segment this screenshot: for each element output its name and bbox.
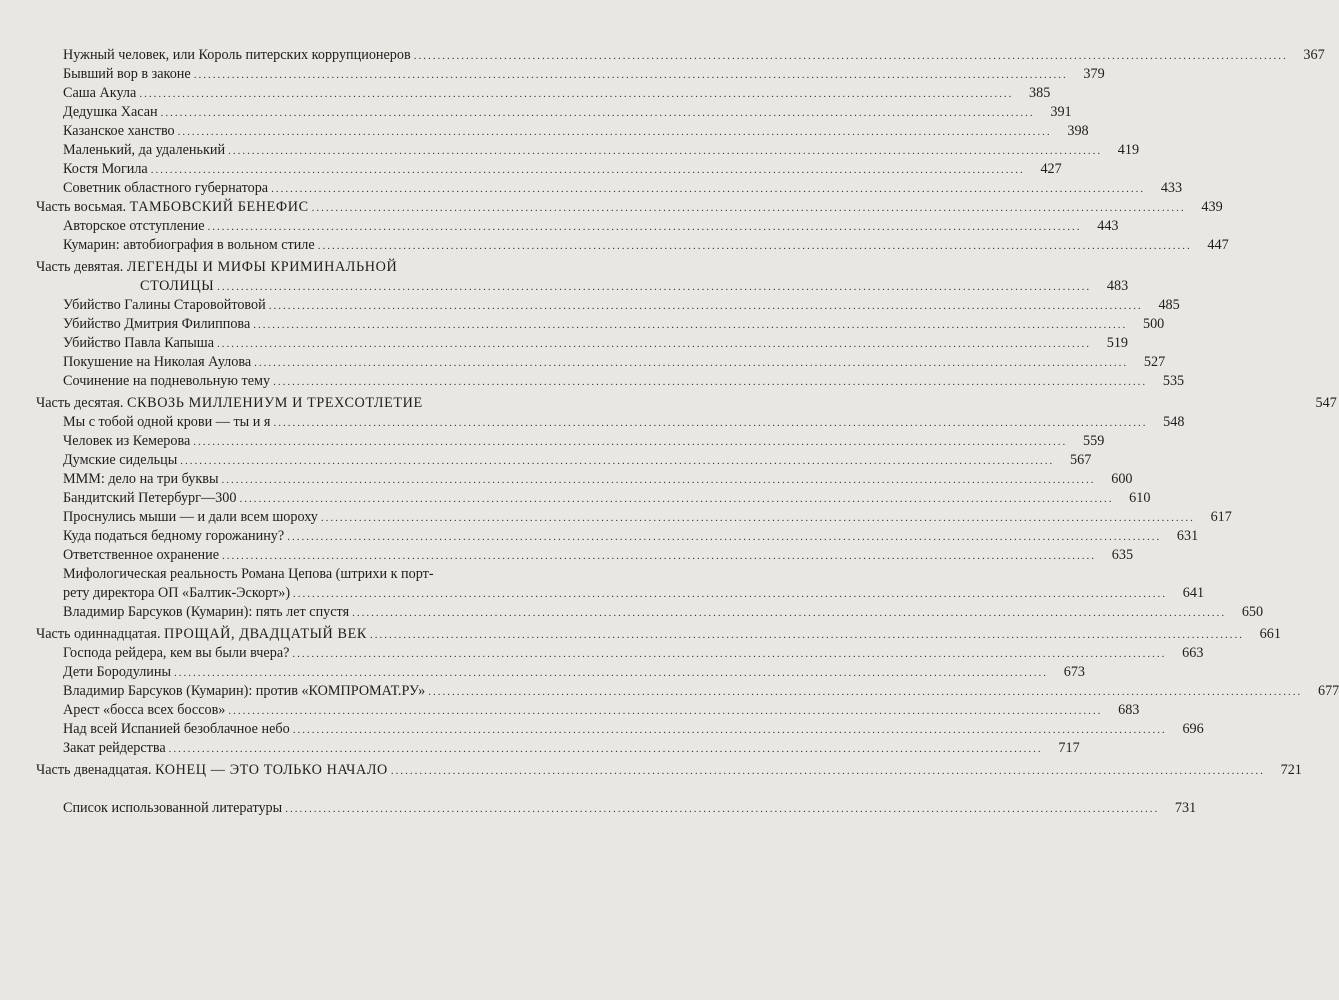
entry-title: Дети Бородулины (63, 664, 171, 680)
toc-entry[interactable] (36, 372, 1185, 391)
entry-title: Покушение на Николая Аулова (63, 354, 252, 370)
page-number: 527 (1143, 354, 1166, 370)
leader-dots (285, 800, 1159, 819)
page-number: 673 (1063, 664, 1085, 680)
entry-title: Закат рейдерства (63, 740, 166, 756)
part-title: СКВОЗЬ МИЛЛЕНИУМ И ТРЕХСОТЛЕТИЕ (127, 395, 423, 411)
leader-dots (273, 414, 1147, 433)
part-title: КОНЕЦ — ЭТО ТОЛЬКО НАЧАЛО (155, 762, 388, 778)
page-number: 696 (1182, 721, 1204, 737)
part-prefix: Часть восьмая. (36, 199, 127, 215)
leader-dots (253, 316, 1127, 335)
page-number: 379 (1083, 66, 1105, 82)
page-number: 661 (1259, 626, 1281, 642)
leader-dots (161, 104, 1035, 123)
page-number: 617 (1210, 509, 1232, 525)
entry-title: Дедушка Хасан (63, 104, 158, 120)
leader-dots (178, 123, 1052, 142)
entry-title: Арест «босса всех боссов» (63, 702, 226, 718)
leader-dots (194, 66, 1068, 85)
entry-title: Кумарин: автобиография в вольном стиле (63, 237, 315, 253)
leader-dots (193, 433, 1067, 452)
toc-part-10[interactable] (36, 394, 1337, 413)
entry-title: Авторское отступление (63, 218, 205, 234)
toc-entry[interactable] (36, 682, 1339, 701)
entry-title: Сочинение на подневольную тему (63, 373, 271, 389)
toc-entry[interactable] (36, 644, 1204, 663)
toc-entry[interactable] (36, 739, 1080, 758)
page-number: 427 (1040, 161, 1062, 177)
page-number: 677 (1317, 683, 1339, 699)
entry-title: Над всей Испанией безоблачное небо (63, 721, 290, 737)
leader-dots (312, 199, 1186, 218)
toc-entry[interactable] (36, 46, 1325, 65)
entry-title: Костя Могила (63, 161, 148, 177)
entry-title: Саша Акула (63, 85, 137, 101)
entry-title: Господа рейдера, кем вы были вчера? (63, 645, 290, 661)
page-number: 547 (1315, 395, 1337, 411)
leader-dots (208, 218, 1082, 237)
toc-entry[interactable] (36, 701, 1140, 720)
toc-entry[interactable] (36, 527, 1199, 546)
toc-entry-tsepov-line2[interactable] (36, 584, 1205, 603)
leader-dots (321, 509, 1195, 528)
entry-title: Думские сидельцы (63, 452, 178, 468)
toc-entry[interactable] (36, 296, 1180, 315)
entry-title-line1: Мифологическая реальность Романа Цепова (штрихи к порт- (63, 566, 434, 582)
page-number: 439 (1201, 199, 1223, 215)
page-number: 535 (1162, 373, 1185, 389)
leader-dots (228, 142, 1102, 161)
toc-entry[interactable] (36, 236, 1229, 255)
toc-entry[interactable] (36, 353, 1166, 372)
entry-title: Казанское ханство (63, 123, 175, 139)
leader-dots (273, 373, 1147, 392)
entry-title: Советник областного губернатора (63, 180, 269, 196)
leader-dots (239, 490, 1113, 509)
entry-title: Ответственное охранение (63, 547, 220, 563)
toc-entry[interactable] (36, 160, 1062, 179)
toc-entry[interactable] (36, 432, 1105, 451)
toc-entry[interactable] (36, 451, 1092, 470)
entry-title: Бывший вор в законе (63, 66, 191, 82)
leader-dots (287, 528, 1161, 547)
page-number: 610 (1129, 490, 1151, 506)
page-number: 419 (1117, 142, 1140, 158)
leader-dots (217, 335, 1091, 354)
leader-dots (139, 85, 1013, 104)
page-number: 635 (1111, 547, 1134, 563)
leader-dots (414, 47, 1288, 66)
toc-entry[interactable] (36, 65, 1105, 84)
leader-dots (222, 471, 1096, 490)
part-title-line2: СТОЛИЦЫ (140, 278, 215, 294)
entry-title: Бандитский Петербург—300 (63, 490, 237, 506)
leader-dots (318, 237, 1192, 256)
leader-dots (169, 740, 1043, 759)
leader-dots (174, 664, 1048, 683)
page-number: 559 (1083, 433, 1105, 449)
leader-dots (254, 354, 1128, 373)
page-number: 641 (1182, 585, 1205, 601)
leader-dots (428, 683, 1302, 702)
toc-entry-bibliography[interactable] (36, 799, 1197, 818)
part-prefix: Часть десятая. (36, 395, 124, 411)
entry-title: Мы с тобой одной крови — ты и я (63, 414, 271, 430)
toc-entry-tsepov-line1[interactable] (36, 565, 536, 584)
toc-entry[interactable] (36, 141, 1140, 160)
entry-title: Владимир Барсуков (Кумарин): пять лет спустя (63, 604, 350, 620)
toc-part-11[interactable] (36, 625, 1281, 644)
leader-dots (151, 161, 1025, 180)
entry-title: Убийство Дмитрия Филиппова (63, 316, 251, 332)
toc-part-9-line2[interactable] (36, 277, 1129, 296)
page-number: 443 (1097, 218, 1119, 234)
toc-entry[interactable] (36, 315, 1165, 334)
leader-dots (180, 452, 1054, 471)
page-number: 485 (1158, 297, 1180, 313)
leader-dots (352, 604, 1226, 623)
part-prefix: Часть двенадцатая. (36, 762, 152, 778)
toc-entry[interactable] (36, 470, 1133, 489)
part-prefix: Часть одиннадцатая. (36, 626, 161, 642)
page-number: 398 (1067, 123, 1089, 139)
page-number: 731 (1174, 800, 1197, 816)
entry-title: Человек из Кемерова (63, 433, 191, 449)
part-prefix: Часть девятая. (36, 259, 124, 275)
leader-dots (222, 547, 1096, 566)
toc-entry[interactable] (36, 489, 1151, 508)
entry-title: МММ: дело на три буквы (63, 471, 219, 487)
toc-entry[interactable] (36, 546, 1134, 565)
toc-entry[interactable] (36, 334, 1129, 353)
entry-title-line2: рету директора ОП «Балтик-Эскорт») (63, 585, 291, 601)
page-number: 567 (1070, 452, 1092, 468)
toc-entry[interactable] (36, 508, 1232, 527)
page-number: 663 (1182, 645, 1204, 661)
page-number: 447 (1207, 237, 1229, 253)
toc-entry[interactable] (36, 84, 1051, 103)
entry-title: Убийство Галины Старовойтовой (63, 297, 266, 313)
page-number: 721 (1280, 762, 1302, 778)
page-number: 600 (1111, 471, 1133, 487)
part-title: ПРОЩАЙ, ДВАДЦАТЫЙ ВЕК (164, 626, 367, 642)
toc-entry[interactable] (36, 122, 1089, 141)
page-number: 683 (1118, 702, 1140, 718)
table-of-contents (36, 46, 1339, 818)
toc-part-8[interactable] (36, 198, 1223, 217)
toc-entry[interactable] (36, 663, 1085, 682)
part-title-line1: ЛЕГЕНДЫ И МИФЫ КРИМИНАЛЬНОЙ (126, 259, 398, 275)
toc-entry[interactable] (36, 413, 1185, 432)
page-number: 433 (1160, 180, 1183, 196)
page-number: 548 (1163, 414, 1185, 430)
leader-dots (228, 702, 1102, 721)
leader-dots (391, 762, 1265, 781)
entry-title: Куда податься бедному горожанину? (63, 528, 285, 544)
toc-part-9-line1[interactable] (36, 258, 536, 277)
entry-title: Список использованной литературы (63, 800, 283, 816)
page-number: 631 (1176, 528, 1199, 544)
entry-title: Нужный человек, или Король питерских коррупционеров (63, 47, 411, 63)
entry-title: Убийство Павла Капыша (63, 335, 215, 351)
leader-dots (370, 626, 1244, 645)
page-number: 483 (1106, 278, 1129, 294)
toc-part-12[interactable] (36, 761, 1302, 780)
leader-dots (293, 721, 1167, 740)
toc-entry[interactable] (36, 603, 1264, 622)
page-number: 391 (1050, 104, 1072, 120)
entry-title: Владимир Барсуков (Кумарин): против «КОМПРОМАТ.РУ» (63, 683, 426, 699)
page-number: 519 (1106, 335, 1129, 351)
page-number: 650 (1241, 604, 1264, 620)
part-title: ТАМБОВСКИЙ БЕНЕФИС (129, 199, 309, 215)
leader-dots (269, 297, 1143, 316)
toc-entry[interactable] (36, 720, 1204, 739)
leader-dots (292, 645, 1166, 664)
toc-entry[interactable] (36, 179, 1183, 198)
page-number: 367 (1303, 47, 1325, 63)
toc-entry[interactable] (36, 103, 1072, 122)
leader-dots (271, 180, 1145, 199)
page-number: 385 (1029, 85, 1051, 101)
leader-dots (293, 585, 1167, 604)
entry-title: Проснулись мыши — и дали всем шороху (63, 509, 318, 525)
entry-title: Маленький, да удаленький (63, 142, 226, 158)
page-number: 500 (1142, 316, 1165, 332)
leader-dots (217, 278, 1091, 297)
toc-entry[interactable] (36, 217, 1119, 236)
page-number: 717 (1058, 740, 1080, 756)
